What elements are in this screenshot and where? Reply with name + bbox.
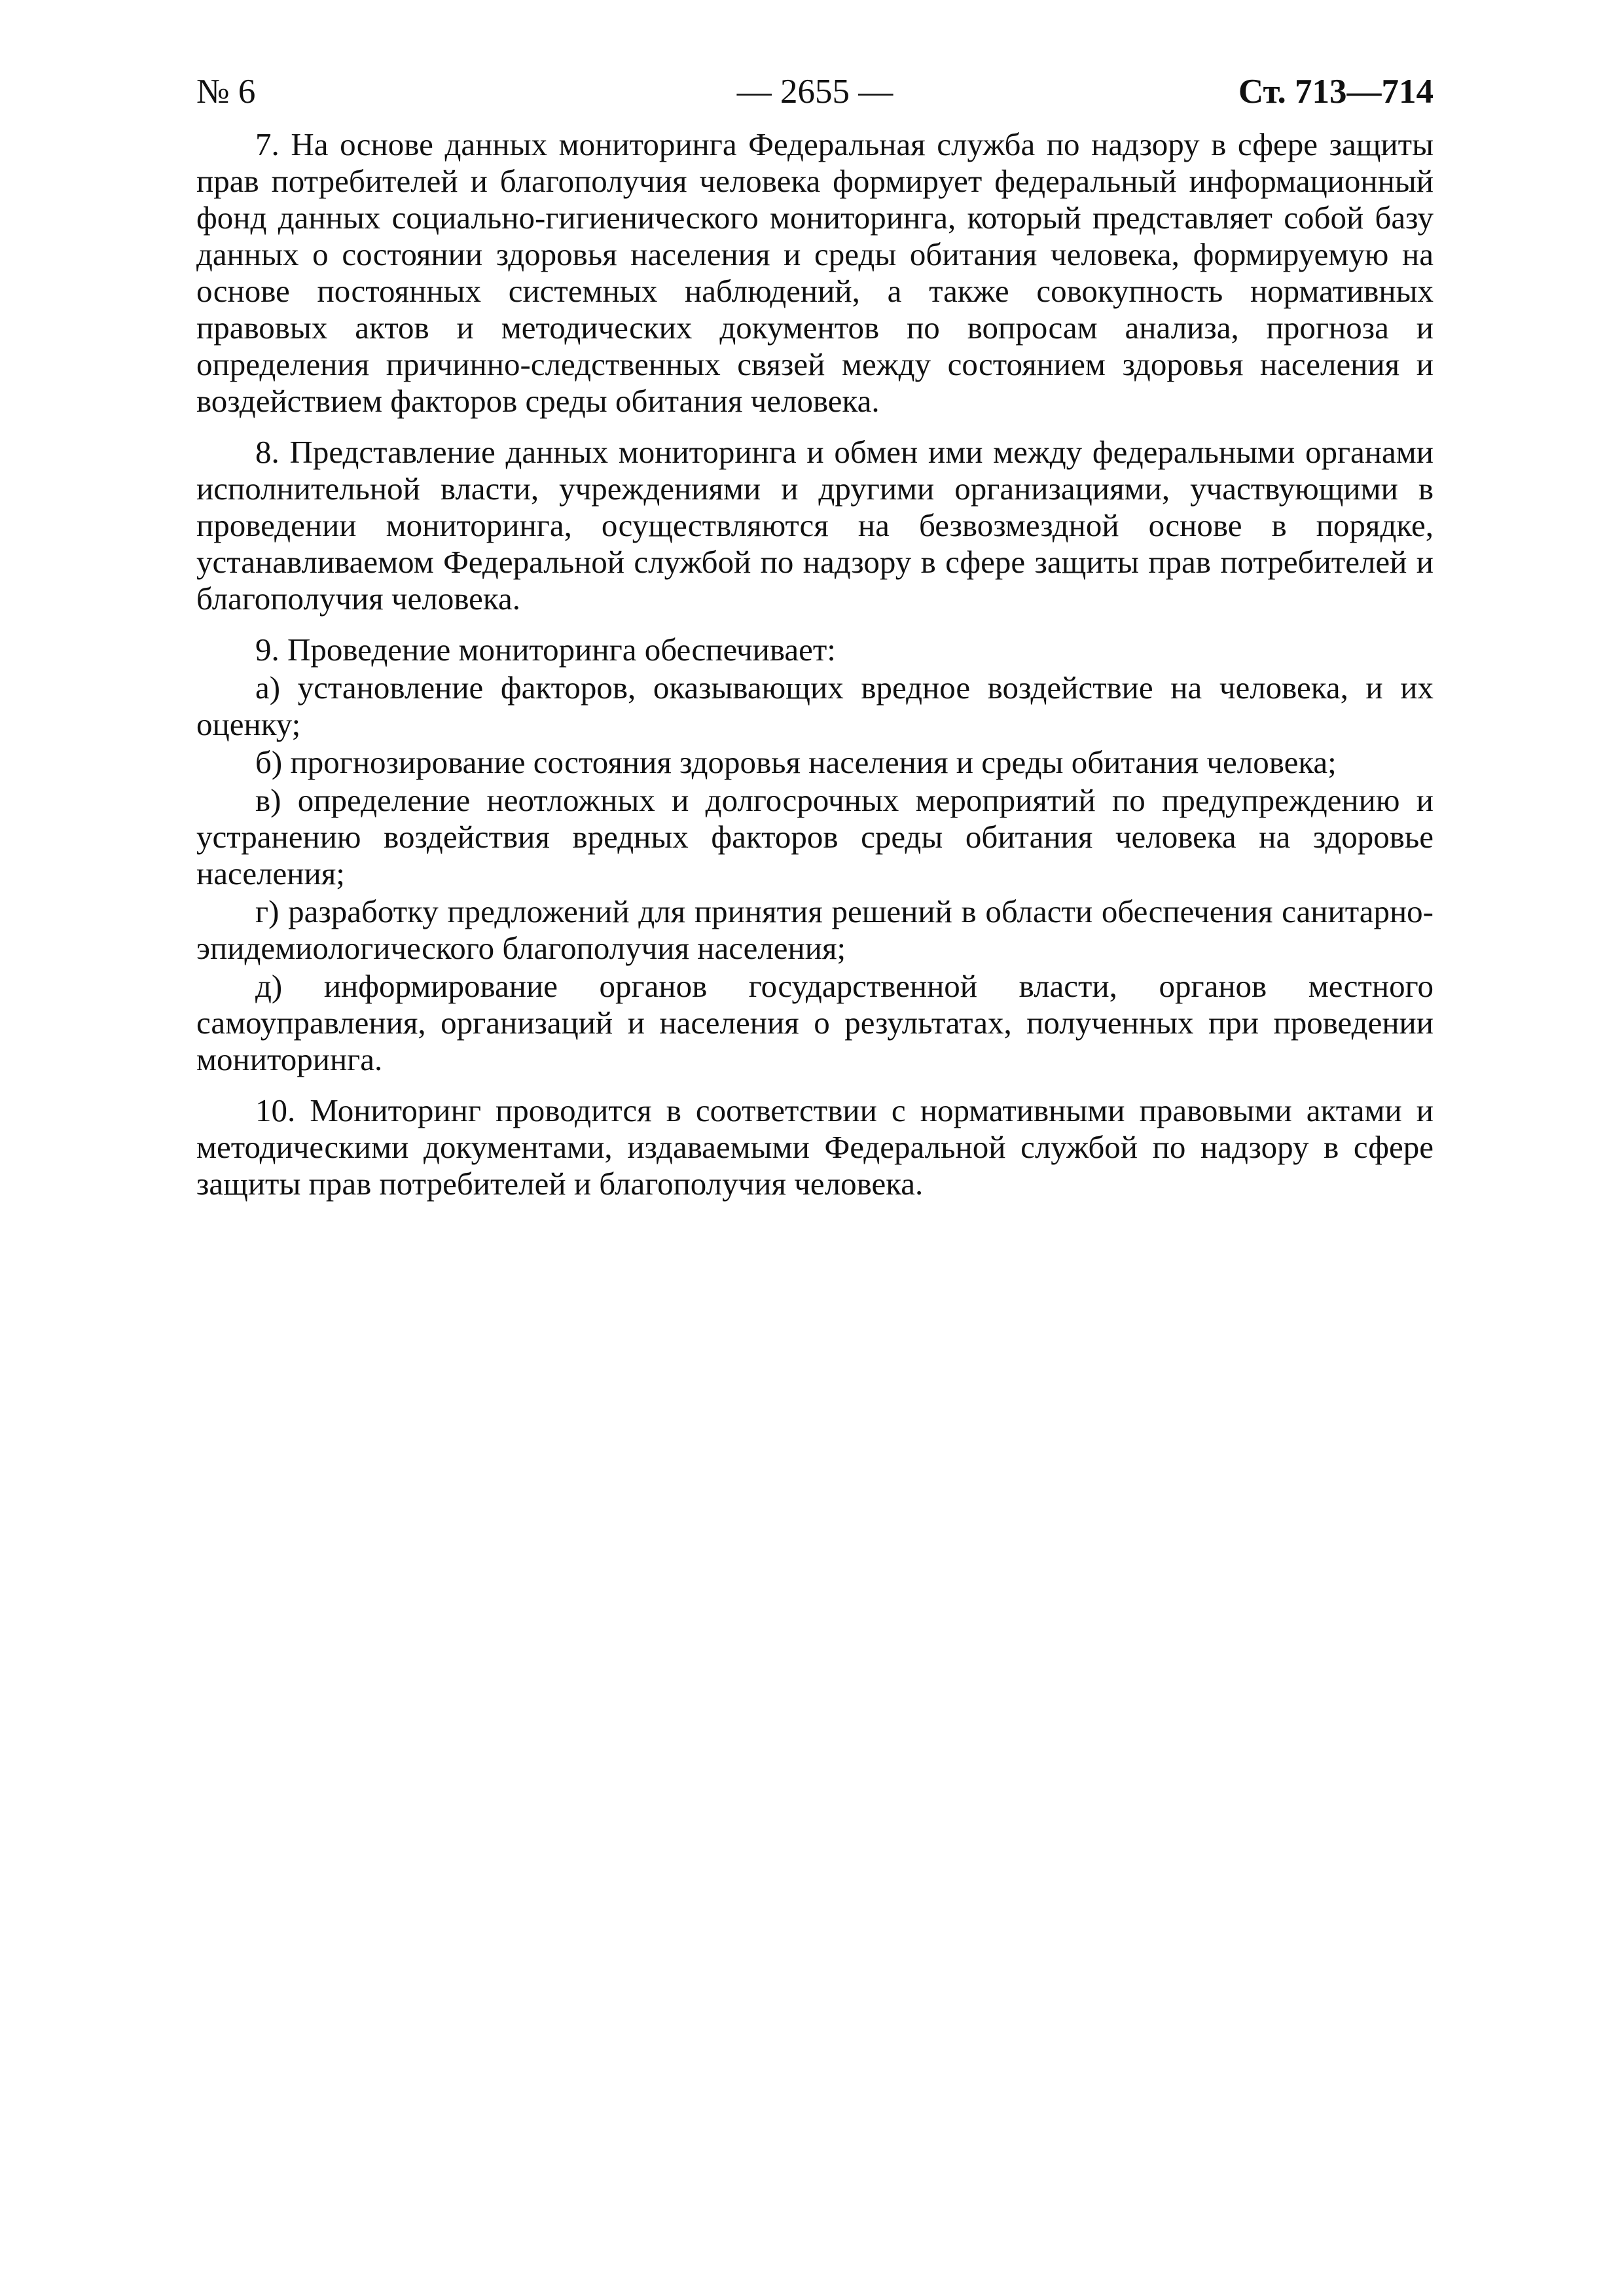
page-header xyxy=(196,62,1434,121)
list-item-d: д) информирование органов государственной власти, органов местного самоуправления, организаций и населения о результатах, полученных при проведении мониторинга. xyxy=(196,968,1434,1077)
document-page xyxy=(196,62,1434,1217)
document-body xyxy=(196,126,1434,1202)
page-number: — 2655 — xyxy=(736,73,893,111)
paragraph-10: 10. Мониторинг проводится в соответствии с нормативными правовыми актами и методическими документами, издаваемыми Федеральной службой по надзору в сфере защиты прав потребителей и благополучия человека. xyxy=(196,1092,1434,1202)
paragraph-7: 7. На основе данных мониторинга Федеральная служба по надзору в сфере защиты прав потребителей и благополучия человека формирует федеральный информационный фонд данных социально-гигиенического мониторинга, который представляет собой базу данных о состоянии здоровья населения и среды обитания человека, формируемую на основе постоянных системных наблюдений, а также совокупность нормативных правовых актов и методических документов по вопросам анализа, прогноза и определения причинно-следственных связей между состоянием здоровья населения и воздействием факторов среды обитания человека. xyxy=(196,126,1434,419)
article-range: Ст. 713—714 xyxy=(1238,73,1434,111)
list-item-b: б) прогнозирование состояния здоровья населения и среды обитания человека; xyxy=(255,744,1337,780)
list-item-a: а) установление факторов, оказывающих вредное воздействие на человека, и их оценку; xyxy=(196,670,1434,742)
issue-number: № 6 xyxy=(196,73,256,111)
list-item-g: г) разработку предложений для принятия решений в области обеспечения санитарно-эпидемиологического благополучия населения; xyxy=(196,893,1434,966)
paragraph-8: 8. Представление данных мониторинга и обмен ими между федеральными органами исполнительной власти, учреждениями и другими организациями, участвующими в проведении мониторинга, осуществляются на безвозмездной основе в порядке, устанавливаемом Федеральной службой по надзору в сфере защиты прав потребителей и благополучия человека. xyxy=(196,434,1434,617)
paragraph-9: 9. Проведение мониторинга обеспечивает: xyxy=(255,632,836,668)
list-item-v: в) определение неотложных и долгосрочных мероприятий по предупреждению и устранению воздействия вредных факторов среды обитания человека на здоровье населения; xyxy=(196,782,1434,891)
